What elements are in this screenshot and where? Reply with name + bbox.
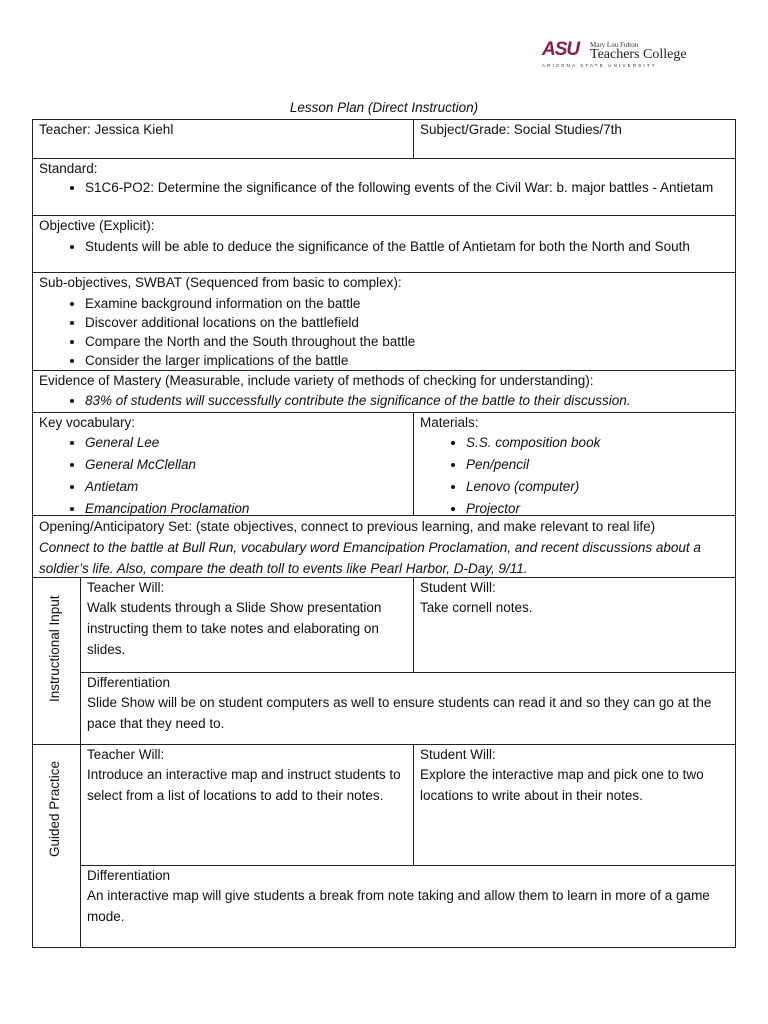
- teacher-cell: [32, 119, 414, 159]
- logo-line-2: Teachers College: [590, 47, 687, 62]
- student-will-text: Take cornell notes.: [420, 600, 533, 615]
- asu-mark: ASU: [542, 39, 580, 60]
- subobjectives-cell: [32, 272, 736, 371]
- list-item: • General McClellan: [85, 454, 407, 476]
- objective-label: Objective (Explicit):: [39, 218, 155, 233]
- student-will-text: Explore the interactive map and pick one to two locations to write about in their notes.: [420, 767, 704, 803]
- lesson-plan-table: [32, 119, 736, 948]
- list-item: • Examine background information on the battle: [85, 294, 729, 313]
- standard-cell: [32, 158, 736, 216]
- asu-teachers-college-logo: [542, 39, 687, 70]
- differentiation-text: Slide Show will be on student computers as well to ensure students can read it and so they can go at the pace that they need to.: [87, 695, 712, 731]
- objective-cell: [32, 215, 736, 273]
- logo-line-1: Mary Lou Fulton: [590, 41, 639, 49]
- list-item: • Students will be able to deduce the significance of the Battle of Antietam for both the North and South: [85, 235, 729, 255]
- evidence-cell: [32, 370, 736, 413]
- instructional-student-cell: [413, 577, 736, 673]
- instructional-teacher-cell: [80, 577, 414, 673]
- opening-cell: [32, 515, 736, 578]
- differentiation-label: Differentiation: [87, 675, 171, 690]
- teacher-will-label: Teacher Will:: [87, 580, 165, 595]
- evidence-label: Evidence of Mastery (Measurable, include variety of methods of checking for understanding):: [39, 373, 594, 388]
- opening-label: Opening/Anticipatory Set: (state objectives, connect to previous learning, and make relevant to real life): [39, 519, 656, 534]
- instructional-input-side: [32, 577, 81, 744]
- instructional-differentiation-cell: [80, 672, 736, 745]
- teacher-will-text: Introduce an interactive map and instruct students to select from a list of locations to add to their notes.: [87, 767, 401, 803]
- logo-line-3: ARIZONA STATE UNIVERSITY: [542, 63, 657, 68]
- teacher-will-text: Walk students through a Slide Show presentation instructing them to take notes and elaborating on slides.: [87, 600, 382, 657]
- subject-cell: [413, 119, 736, 159]
- list-item: • S.S. composition book: [466, 432, 729, 454]
- instructional-input-label: Instructional Input: [47, 595, 62, 702]
- list-item: • S1C6-PO2: Determine the significance of the following events of the Civil War: b. major battles - Antietam: [85, 178, 729, 196]
- list-item: • Consider the larger implications of the battle: [85, 351, 729, 370]
- list-item: • Projector: [466, 498, 729, 516]
- subject-grade: Subject/Grade: Social Studies/7th: [420, 122, 622, 137]
- guided-teacher-cell: [80, 744, 414, 866]
- list-item: • Discover additional locations on the battlefield: [85, 313, 729, 332]
- guided-practice-side: [32, 744, 81, 948]
- vocabulary-cell: [32, 412, 414, 516]
- document-title: Lesson Plan (Direct Instruction): [289, 100, 479, 115]
- guided-student-cell: [413, 744, 736, 866]
- materials-cell: [413, 412, 736, 516]
- student-will-label: Student Will:: [420, 580, 496, 595]
- teacher-will-label: Teacher Will:: [87, 747, 165, 762]
- vocabulary-label: Key vocabulary:: [39, 415, 136, 430]
- guided-differentiation-cell: [80, 865, 736, 948]
- list-item: • Pen/pencil: [466, 454, 729, 476]
- student-will-label: Student Will:: [420, 747, 496, 762]
- list-item: • Emancipation Proclamation: [85, 498, 407, 516]
- differentiation-label: Differentiation: [87, 868, 171, 883]
- subobjectives-label: Sub-objectives, SWBAT (Sequenced from basic to complex):: [39, 275, 402, 290]
- list-item: • Compare the North and the South throughout the battle: [85, 332, 729, 351]
- standard-label: Standard:: [39, 161, 98, 176]
- guided-practice-label: Guided Practice: [47, 760, 62, 857]
- differentiation-text: An interactive map will give students a break from note taking and allow them to learn in more of a game mode.: [87, 888, 710, 924]
- teacher-name: Teacher: Jessica Kiehl: [39, 122, 174, 137]
- materials-label: Materials:: [420, 415, 479, 430]
- opening-text: Connect to the battle at Bull Run, vocabulary word Emancipation Proclamation, and recent discussions about a soldier’s life. Also, compare the death toll to events like Pearl Harbor, D-Day, 9/11.: [39, 540, 701, 576]
- list-item: • Antietam: [85, 476, 407, 498]
- list-item: • Lenovo (computer): [466, 476, 729, 498]
- list-item: • 83% of students will successfully contribute the significance of the battle to their discussion.: [85, 390, 729, 411]
- list-item: • General Lee: [85, 432, 407, 454]
